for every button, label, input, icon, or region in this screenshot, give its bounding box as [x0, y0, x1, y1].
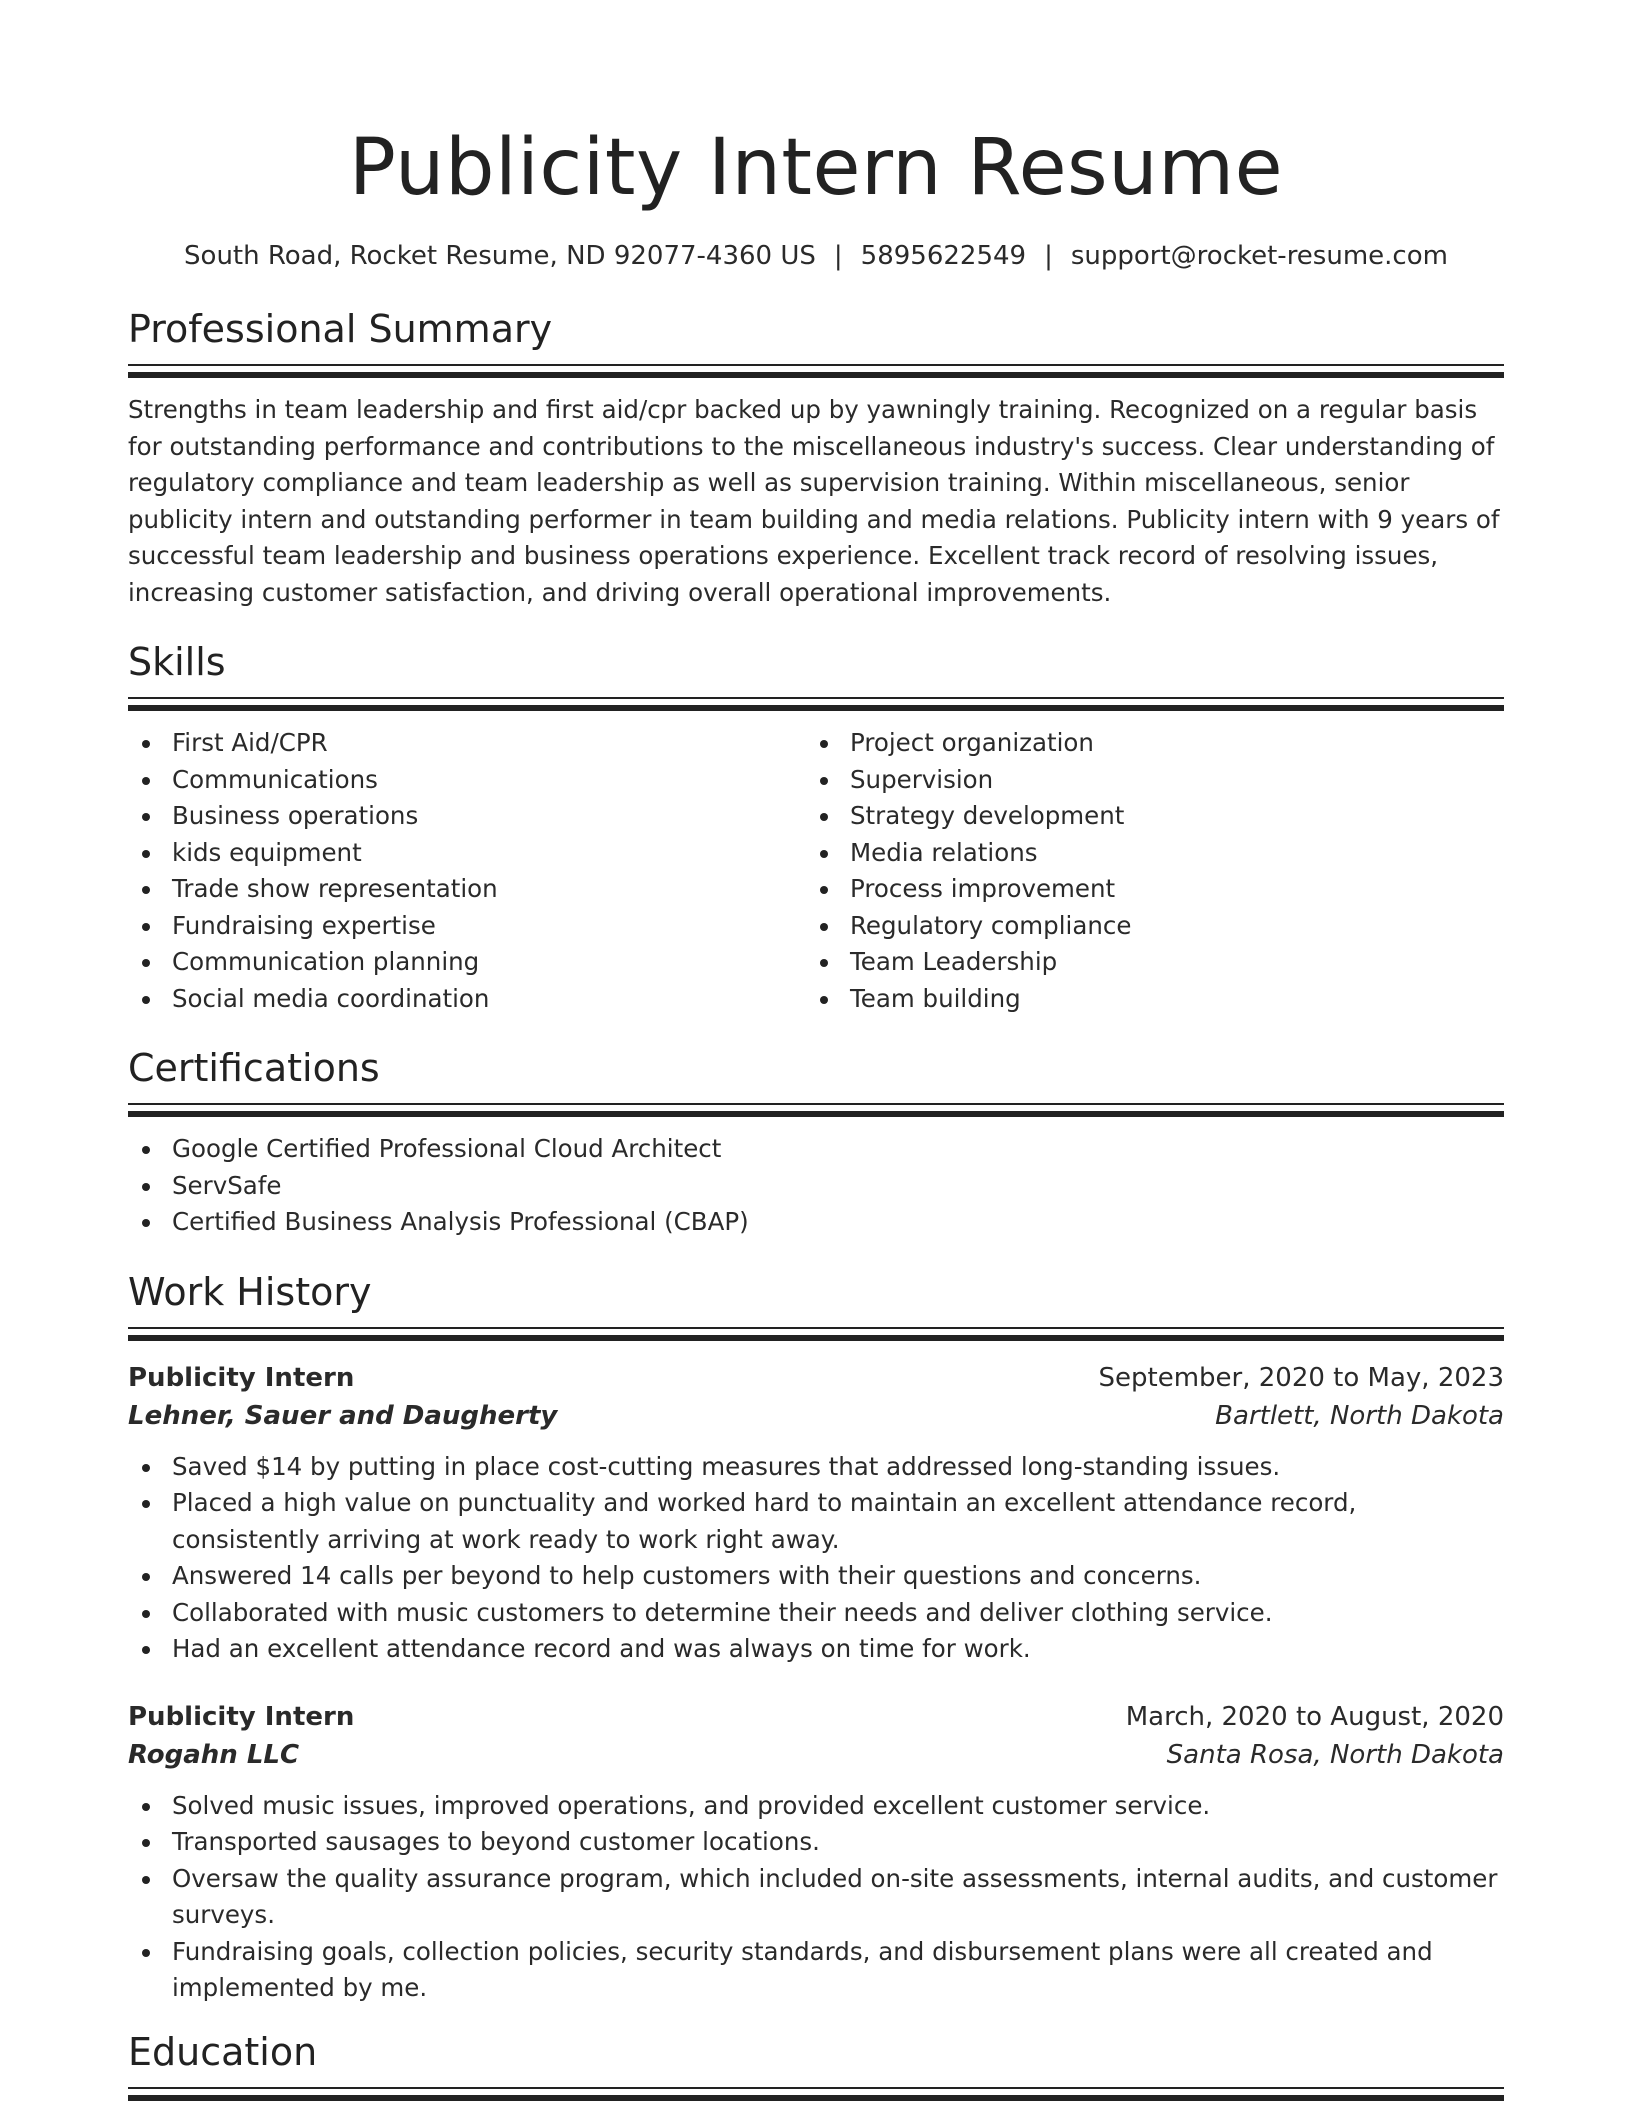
- job-title: Publicity Intern: [128, 1701, 355, 1732]
- certifications-list: [128, 1131, 1504, 1241]
- contact-separator: |: [833, 241, 843, 271]
- summary-heading: Professional Summary: [128, 307, 553, 351]
- resume-title: Publicity Intern Resume: [348, 123, 1284, 213]
- job-bullet: Fundraising goals, collection policies, security standards, and disbursement plans were all created and implemented by me.: [128, 1934, 1504, 2007]
- education-section: [128, 2027, 1504, 2101]
- skill-item: Strategy development: [806, 798, 1484, 835]
- job-bullet: Collaborated with music customers to determine their needs and deliver clothing service.: [128, 1595, 1504, 1632]
- job-company: Rogahn LLC: [128, 1739, 300, 1770]
- skill-item: Trade show representation: [128, 871, 806, 908]
- job-entry: [128, 1698, 1504, 2007]
- skill-item: Process improvement: [806, 871, 1484, 908]
- contact-separator: |: [1044, 241, 1053, 271]
- job-location: Bartlett, North Dakota: [1215, 1400, 1504, 1431]
- job-entry: [128, 1359, 1504, 1668]
- certification-item: Google Certified Professional Cloud Architect: [128, 1131, 1504, 1168]
- skill-item: Project organization: [806, 725, 1484, 762]
- education-heading: Education: [128, 2029, 318, 2074]
- job-bullets: [128, 1788, 1504, 2007]
- section-divider: [128, 364, 1504, 378]
- work-history-section: [128, 1267, 1504, 2007]
- contact-line: [128, 238, 1504, 274]
- section-divider: [128, 2087, 1504, 2101]
- skill-item: Team building: [806, 981, 1484, 1018]
- skills-heading: Skills: [128, 640, 226, 684]
- contact-email: support@rocket-resume.com: [1070, 241, 1448, 271]
- job-location: Santa Rosa, North Dakota: [1166, 1739, 1504, 1770]
- contact-address: South Road, Rocket Resume, ND 92077-4360 US: [184, 241, 816, 271]
- certifications-section: [128, 1043, 1504, 1241]
- skill-item: First Aid/CPR: [128, 725, 806, 762]
- job-bullet: Oversaw the quality assurance program, which included on-site assessments, internal audits, and customer surveys.: [128, 1861, 1504, 1934]
- job-bullet: Saved $14 by putting in place cost-cutting measures that addressed long-standing issues.: [128, 1449, 1504, 1486]
- skill-item: Business operations: [128, 798, 806, 835]
- summary-section: [128, 304, 1504, 611]
- job-header: [128, 1359, 1504, 1397]
- skill-item: Fundraising expertise: [128, 908, 806, 945]
- work-history-heading: Work History: [128, 1269, 372, 1314]
- skill-item: Communication planning: [128, 944, 806, 981]
- section-divider: [128, 1103, 1504, 1117]
- job-subheader: [128, 1736, 1504, 1774]
- contact-phone: 5895622549: [860, 241, 1027, 271]
- skill-item: Social media coordination: [128, 981, 806, 1018]
- job-company: Lehner, Sauer and Daugherty: [128, 1400, 558, 1431]
- job-bullet: Transported sausages to beyond customer locations.: [128, 1824, 1504, 1861]
- job-subheader: [128, 1397, 1504, 1435]
- job-bullet: Had an excellent attendance record and was always on time for work.: [128, 1631, 1504, 1668]
- job-bullet: Placed a high value on punctuality and worked hard to maintain an excellent attendance record, consistently arriving at work ready to work right away.: [128, 1485, 1504, 1558]
- skill-item: Team Leadership: [806, 944, 1484, 981]
- skill-item: Supervision: [806, 762, 1484, 799]
- summary-text: Strengths in team leadership and first aid/cpr backed up by yawningly training. Recognized on a regular basis for outstanding performance and contributions to the miscellaneous industry's success. Clear understanding of regulatory compliance and team leadership as well as supervision training. Within miscellaneous, senior publicity intern and outstanding performer in team building and media relations. Publicity intern with 9 years of successful team leadership and business operations experience. Excellent track record of resolving issues, increasing customer satisfaction, and driving overall operational improvements.: [128, 395, 1500, 607]
- skills-section: [128, 637, 1504, 1017]
- skills-grid: [128, 725, 1504, 1017]
- certification-item: Certified Business Analysis Professional (CBAP): [128, 1204, 1504, 1241]
- skills-list-left: [128, 725, 806, 1017]
- skills-list-right: [806, 725, 1484, 1017]
- skill-item: Media relations: [806, 835, 1484, 872]
- job-bullet: Answered 14 calls per beyond to help customers with their questions and concerns.: [128, 1558, 1504, 1595]
- skill-item: Communications: [128, 762, 806, 799]
- section-divider: [128, 697, 1504, 711]
- job-bullet: Solved music issues, improved operations, and provided excellent customer service.: [128, 1788, 1504, 1825]
- section-divider: [128, 1327, 1504, 1341]
- job-dates: September, 2020 to May, 2023: [1098, 1362, 1504, 1393]
- skill-item: kids equipment: [128, 835, 806, 872]
- certification-item: ServSafe: [128, 1168, 1504, 1205]
- certifications-heading: Certifications: [128, 1046, 380, 1090]
- job-bullets: [128, 1449, 1504, 1668]
- job-title: Publicity Intern: [128, 1362, 355, 1393]
- skill-item: Regulatory compliance: [806, 908, 1484, 945]
- job-dates: March, 2020 to August, 2020: [1125, 1701, 1504, 1732]
- job-header: [128, 1698, 1504, 1736]
